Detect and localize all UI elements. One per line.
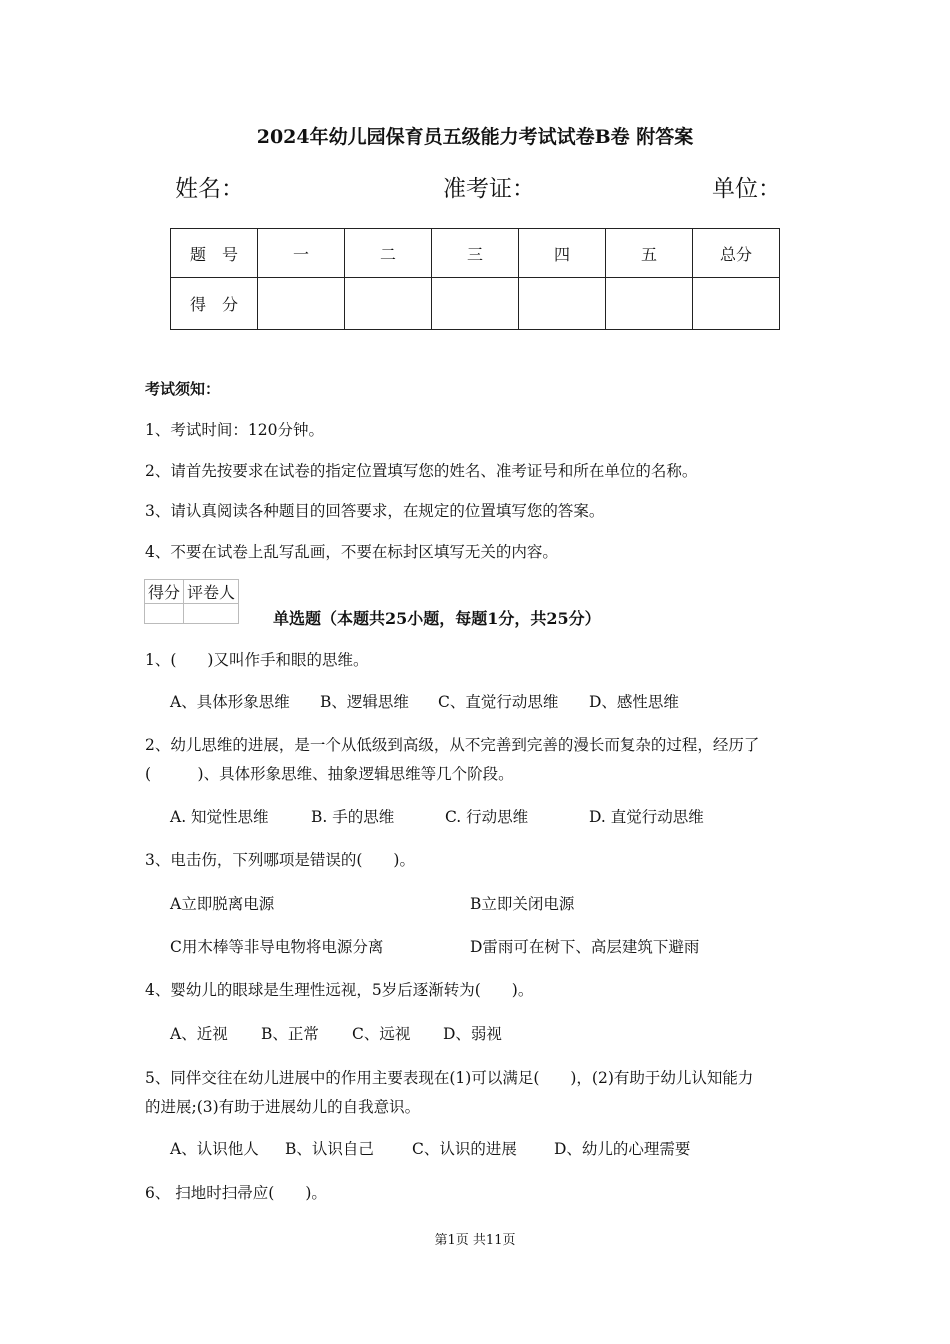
grader-reviewer-label: 评卷人 xyxy=(184,580,239,604)
note-item: 4、不要在试卷上乱写乱画，不要在标封区填写无关的内容。 xyxy=(145,543,558,561)
question-text: 1、( )又叫作手和眼的思维。 xyxy=(145,651,369,669)
score-cell: 四 xyxy=(519,229,606,278)
score-cell: 得 分 xyxy=(171,278,258,330)
option-d: D雷雨可在树下、高层建筑下避雨 xyxy=(470,938,700,956)
question-text: 5、同伴交往在幼儿进展中的作用主要表现在(1)可以满足( )，(2)有助于幼儿认知能力 xyxy=(145,1069,754,1087)
option-a: A、认识他人 xyxy=(170,1140,259,1158)
option-a: A、具体形象思维 xyxy=(170,693,290,711)
question-text-cont: ( )、具体形象思维、抽象逻辑思维等几个阶段。 xyxy=(145,765,514,783)
score-table-header-row xyxy=(171,229,780,278)
score-cell: 题 号 xyxy=(171,229,258,278)
note-item: 3、请认真阅读各种题目的回答要求，在规定的位置填写您的答案。 xyxy=(145,502,605,520)
score-cell: 二 xyxy=(345,229,432,278)
score-cell xyxy=(258,278,345,330)
score-cell xyxy=(432,278,519,330)
option-b: B. 手的思维 xyxy=(311,808,395,826)
exam-id-label: 准考证： xyxy=(443,176,535,202)
question-text: 4、婴幼儿的眼球是生理性远视，5岁后逐渐转为( )。 xyxy=(145,981,534,999)
question-text: 2、幼儿思维的进展，是一个从低级到高级，从不完善到完善的漫长而复杂的过程，经历了 xyxy=(145,736,760,754)
score-table xyxy=(170,228,780,330)
score-cell: 三 xyxy=(432,229,519,278)
option-d: D、幼儿的心理需要 xyxy=(554,1140,691,1158)
page-title: 2024年幼儿园保育员五级能力考试试卷B卷 附答案 xyxy=(256,126,694,148)
question-text: 6、 扫地时扫帚应( )。 xyxy=(145,1184,327,1202)
score-cell xyxy=(345,278,432,330)
option-c: C、认识的进展 xyxy=(412,1140,517,1158)
option-a: A立即脱离电源 xyxy=(170,895,275,913)
section-title: 单选题（本题共25小题，每题1分，共25分） xyxy=(273,609,601,628)
note-item: 1、考试时间：120分钟。 xyxy=(145,421,324,439)
question-text: 3、电击伤，下列哪项是错误的( )。 xyxy=(145,851,415,869)
score-cell xyxy=(693,278,780,330)
score-cell: 一 xyxy=(258,229,345,278)
score-table-score-row xyxy=(171,278,780,330)
option-b: B、逻辑思维 xyxy=(320,693,409,711)
grader-reviewer-cell xyxy=(184,604,239,624)
notes-heading: 考试须知： xyxy=(145,380,221,398)
option-c: C、远视 xyxy=(352,1025,411,1043)
grader-score-cell xyxy=(145,604,184,624)
note-item: 2、请首先按要求在试卷的指定位置填写您的姓名、准考证号和所在单位的名称。 xyxy=(145,462,698,480)
score-cell xyxy=(606,278,693,330)
option-c: C、直觉行动思维 xyxy=(438,693,559,711)
option-d: D、弱视 xyxy=(443,1025,502,1043)
question-text-cont: 的进展;(3)有助于进展幼儿的自我意识。 xyxy=(145,1098,421,1116)
score-cell xyxy=(519,278,606,330)
grader-score-label: 得分 xyxy=(145,580,184,604)
option-d: D、感性思维 xyxy=(589,693,679,711)
option-c: C用木棒等非导电物将电源分离 xyxy=(170,938,384,956)
option-a: A、近视 xyxy=(170,1025,228,1043)
option-c: C. 行动思维 xyxy=(445,808,529,826)
option-b: B、认识自己 xyxy=(285,1140,374,1158)
score-cell: 五 xyxy=(606,229,693,278)
grader-box xyxy=(144,579,239,624)
score-cell: 总分 xyxy=(693,229,780,278)
option-b: B、正常 xyxy=(261,1025,319,1043)
name-label: 姓名： xyxy=(175,176,244,202)
option-a: A. 知觉性思维 xyxy=(170,808,269,826)
option-b: B立即关闭电源 xyxy=(470,895,575,913)
unit-label: 单位： xyxy=(712,176,781,202)
page-footer: 第1页 共11页 xyxy=(434,1233,516,1248)
option-d: D. 直觉行动思维 xyxy=(589,808,704,826)
